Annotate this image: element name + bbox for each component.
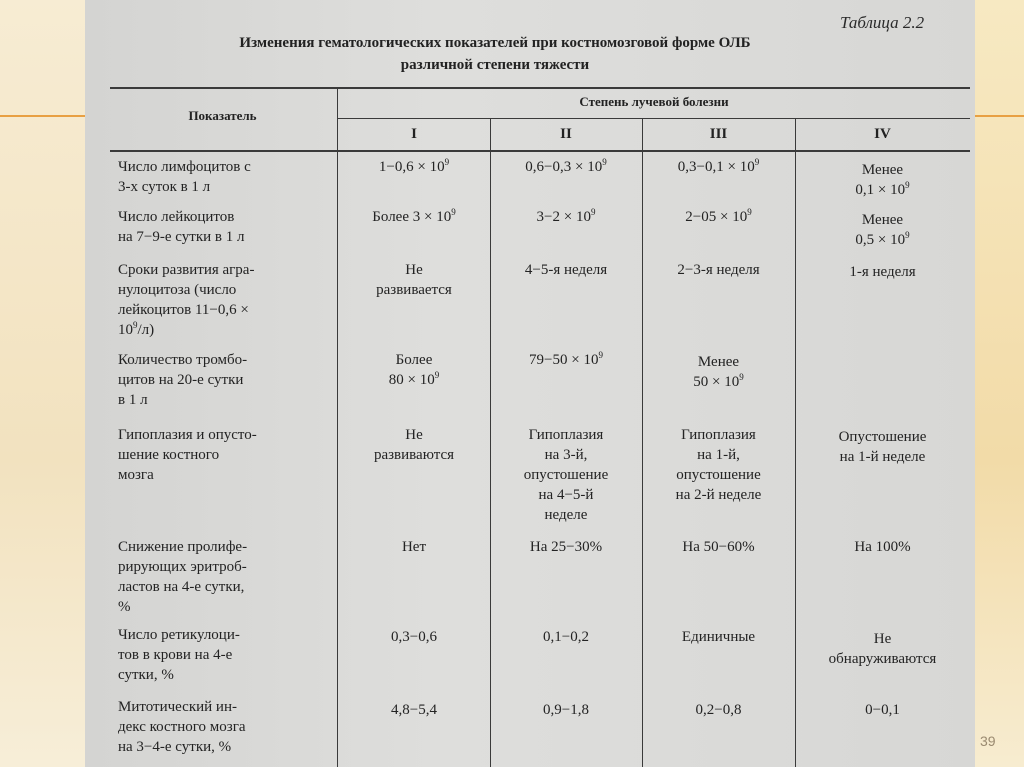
row-6-indicator: Снижение пролифе- рирующих эритроб- ластов на 4-е сутки, % [118, 539, 248, 615]
row-6-degree-2: На 25−30% [529, 539, 603, 555]
row-5-degree-1: Не развиваются [373, 427, 455, 463]
row-7-degree-1: 0,3−0,6 [391, 629, 437, 645]
scanned-page [85, 0, 975, 767]
table-top-rule [110, 87, 970, 89]
row-3-degree-4: 1-я неделя [849, 264, 916, 280]
row-7-degree-3: Единичные [681, 629, 756, 645]
row-3-degree-3: 2−3-я неделя [677, 262, 760, 278]
row-2-degree-2: $3-2 \times 10^9$ [536, 207, 596, 225]
row-3-indicator: Сроки развития агра- нулоцитоза (число лейкоцитов 11−0,6 × $10^9/л$) [118, 262, 255, 338]
table-label: Таблица 2.2 [840, 13, 925, 32]
row-4-indicator: Количество тромбо- цитов на 20-е сутки в 1 л [118, 352, 248, 408]
header-degree-1: I [411, 126, 417, 142]
header-degree-2: II [560, 126, 572, 142]
row-1-degree-4: Менее $0,1 \times 10^9$ [855, 162, 910, 198]
row-2-indicator: Число лейкоцитов на 7−9-е сутки в 1 л [118, 209, 245, 245]
header-bottom-rule [110, 150, 970, 152]
row-1-degree-3: $0,3-0,1 \times 10^9$ [677, 157, 760, 175]
row-6-degree-4: На 100% [854, 539, 911, 555]
row-2-degree-1: Более $3 \times 10^9$ [372, 207, 456, 225]
row-3-degree-2: 4−5-я неделя [524, 262, 608, 278]
header-indicator: Показатель [188, 108, 257, 123]
row-2-degree-4: Менее $0,5 \times 10^9$ [855, 212, 910, 248]
slide-page-number: 39 [980, 733, 996, 749]
header-group: Степень лучевой болезни [579, 94, 729, 109]
row-7-indicator: Число ретикулоци- тов в крови на 4-е сутки, % [118, 627, 240, 683]
row-1-degree-1: $1-0,6 \times 10^9$ [378, 157, 450, 175]
row-4-degree-2: $79-50 \times 10^9$ [529, 350, 603, 368]
table-caption [175, 32, 815, 76]
header-degree-3: III [709, 126, 728, 142]
row-5-indicator: Гипоплазия и опусто- шение костного мозга [118, 427, 257, 483]
row-2-degree-3: $2-05 \times 10^9$ [685, 207, 752, 225]
row-5-degree-2: Гипоплазия на 3-й, опустошение на 4−5-й неделе [523, 427, 609, 523]
row-6-degree-3: На 50−60% [682, 539, 755, 555]
row-8-degree-1: 4,8−5,4 [391, 702, 437, 718]
row-1-indicator: Число лимфоцитов с 3-х суток в 1 л [118, 159, 251, 195]
row-8-degree-2: 0,9−1,8 [543, 702, 589, 718]
row-4-degree-3-4: Менее $50 \times 10^9$ [693, 354, 744, 390]
row-3-degree-1: Не развивается [376, 262, 452, 298]
row-7-degree-4: Не обнаруживаются [828, 631, 937, 667]
header-inner-rule [338, 118, 970, 119]
row-4-degree-1: Более $80 \times 10^9$ [388, 352, 440, 388]
row-5-degree-3: Гипоплазия на 1-й, опустошение на 2-й неделе [675, 427, 762, 503]
row-7-degree-2: 0,1−0,2 [543, 629, 589, 645]
row-8-degree-3: 0,2−0,8 [695, 702, 742, 718]
row-8-indicator: Митотический ин- декс костного мозга на 3−4-е сутки, % [118, 699, 246, 755]
caption-line-2: различной степени тяжести [400, 57, 590, 73]
row-1-degree-2: $0,6-0,3 \times 10^9$ [525, 157, 607, 175]
row-6-degree-1: Нет [401, 539, 427, 555]
row-8-degree-4: 0−0,1 [865, 702, 900, 718]
row-5-degree-4: Опустошение на 1-й неделе [838, 429, 927, 465]
header-degree-4: IV [874, 126, 891, 142]
accent-line-left [0, 115, 92, 117]
caption-line-1: Изменения гематологических показателей при костномозговой форме ОЛБ [239, 35, 751, 51]
